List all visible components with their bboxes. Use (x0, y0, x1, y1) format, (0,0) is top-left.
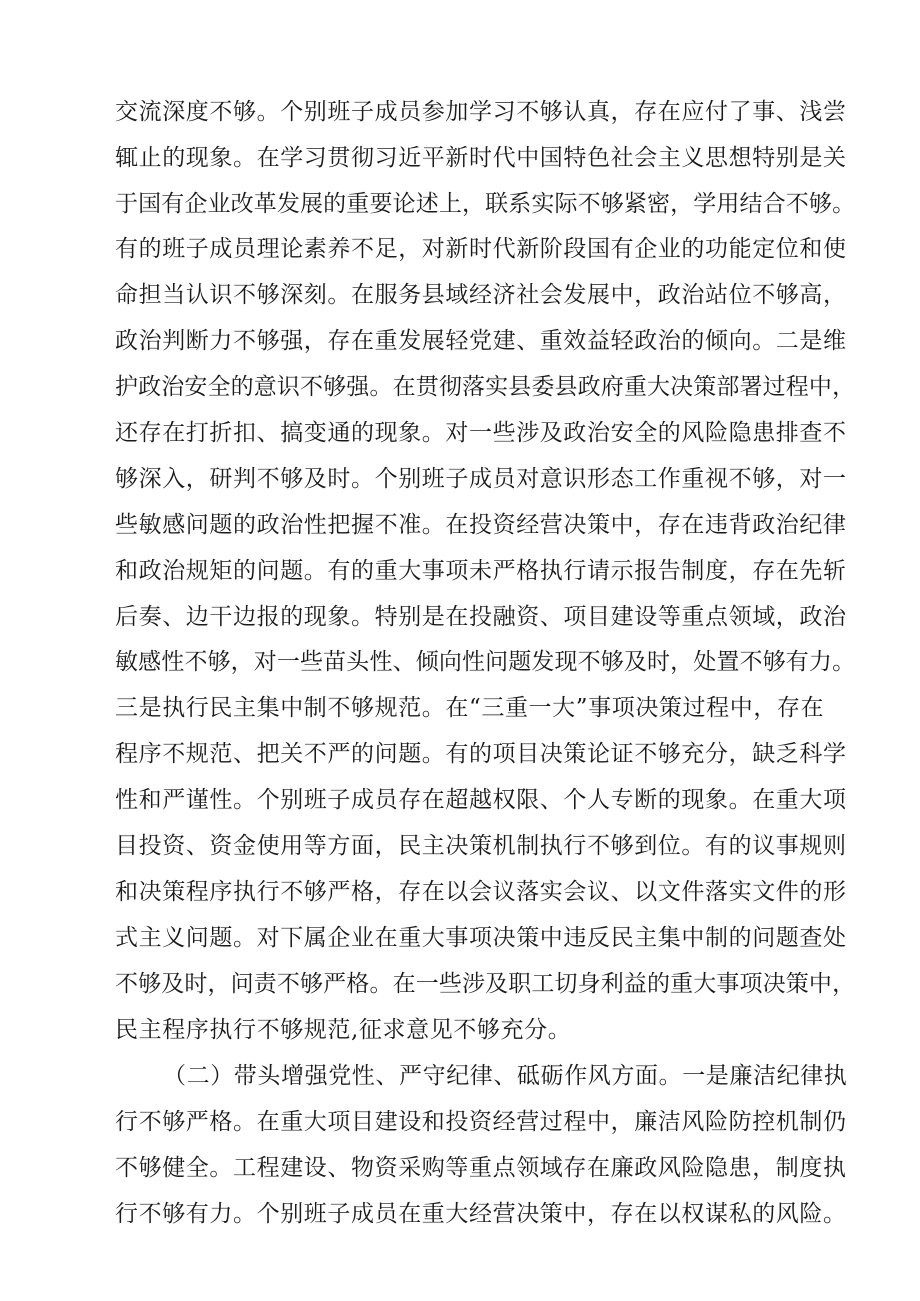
text-line: 民主程序执行不够规范,征求意见不够充分。 (115, 1017, 572, 1043)
text-line: 政治判断力不够强，存在重发展轻党建、重效益轻政治的倾向。二是维 (115, 328, 847, 354)
text-line: 和政治规矩的问题。有的重大事项未严格执行请示报告制度，存在先斩 (115, 558, 847, 584)
text-line: 些敏感问题的政治性把握不准。在投资经营决策中，存在违背政治纪律 (115, 512, 847, 538)
text-line: 式主义问题。对下属企业在重大事项决策中违反民主集中制的问题查处 (115, 925, 847, 951)
text-line: 程序不规范、把关不严的问题。有的项目决策论证不够充分，缺乏科学 (115, 741, 847, 767)
text-line: 有的班子成员理论素养不足，对新时代新阶段国有企业的功能定位和使 (115, 236, 847, 262)
text-line: 和决策程序执行不够严格，存在以会议落实会议、以文件落实文件的形 (115, 879, 847, 905)
text-line: 还存在打折扣、搞变通的现象。对一些涉及政治安全的风险隐患排查不 (115, 420, 847, 446)
text-line: 交流深度不够。个别班子成员参加学习不够认真，存在应付了事、浅尝 (115, 99, 847, 125)
text-line: 敏感性不够，对一些苗头性、倾向性问题发现不够及时，处置不够有力。 (115, 649, 856, 675)
text-line: 于国有企业改革发展的重要论述上，联系实际不够紧密，学用结合不够。 (115, 191, 856, 217)
text-line: 不够及时，问责不够严格。在一些涉及职工切身利益的重大事项决策中， (115, 971, 856, 997)
text-line: 目投资、资金使用等方面，民主决策机制执行不够到位。有的议事规则 (115, 833, 847, 859)
text-line: 行不够有力。个别班子成员在重大经营决策中，存在以权谋私的风险。 (115, 1201, 847, 1227)
section-heading-line: （二）带头增强党性、严守纪律、砥砺作风方面。一是廉洁纪律执 (163, 1063, 848, 1089)
text-line: 三是执行民主集中制不够规范。在“三重一大”事项决策过程中，存在 (115, 695, 825, 721)
text-line: 护政治安全的意识不够强。在贯彻落实县委县政府重大决策部署过程中， (115, 374, 856, 400)
text-line: 性和严谨性。个别班子成员存在超越权限、个人专断的现象。在重大项 (115, 787, 847, 813)
text-line: 行不够严格。在重大项目建设和投资经营过程中，廉洁风险防控机制仍 (115, 1109, 847, 1135)
text-line: 辄止的现象。在学习贯彻习近平新时代中国特色社会主义思想特别是关 (115, 145, 847, 171)
text-line: 命担当认识不够深刻。在服务县域经济社会发展中，政治站位不够高， (115, 282, 847, 308)
text-line: 后奏、边干边报的现象。特别是在投融资、项目建设等重点领域，政治 (115, 604, 847, 630)
text-line: 不够健全。工程建设、物资采购等重点领域存在廉政风险隐患，制度执 (115, 1155, 847, 1181)
text-line: 够深入，研判不够及时。个别班子成员对意识形态工作重视不够，对一 (115, 466, 847, 492)
